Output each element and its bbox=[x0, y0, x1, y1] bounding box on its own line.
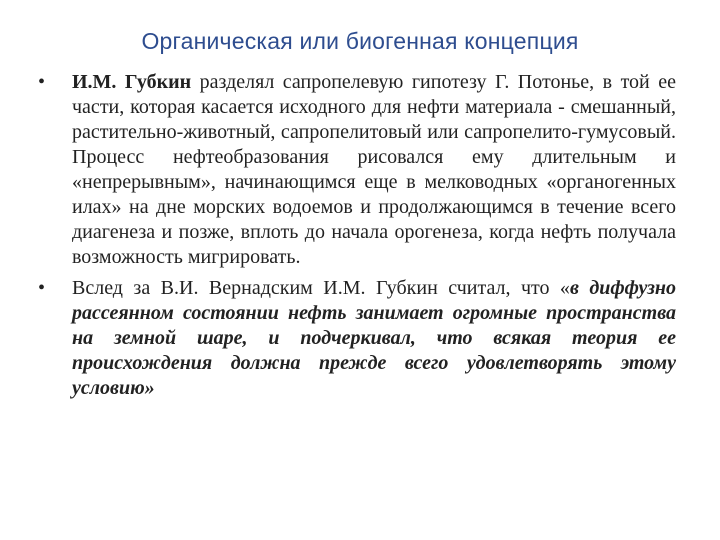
bullet-item-gubkin-hypothesis bbox=[38, 70, 676, 270]
bullet-text: разделял сапропелевую гипотезу Г. Потонье, в той ее части, которая касается исходного для нефти материала - смешанный, растительно-животный, сапропелитовый или сапропелито-гумусовый. Процесс нефтеобразования рисовался ему длительным и «непрерывным», начинающимся еще в мелководных «органогенных илах» на дне морских водоемов и продолжающимся в течение всего диагенеза и позже, вплоть до начала орогенеза, когда нефть получала возможность мигрировать. bbox=[72, 71, 676, 268]
slide-body bbox=[38, 70, 676, 407]
bullet-item-vernadsky-quote bbox=[38, 276, 676, 401]
bullet-text: Вслед за В.И. Вернадским И.М. Губкин считал, что « bbox=[72, 277, 570, 299]
bullet-marker: • bbox=[38, 71, 46, 93]
slide-title: Органическая или биогенная концепция bbox=[141, 28, 579, 54]
quote-text: в диффузно рассеянном состоянии нефть занимает огромные пространства на земной шаре, и подчеркивал, что всякая теория ее происхождения должна прежде всего удовлетворять этому условию» bbox=[72, 277, 677, 399]
author-name: И.М. Губкин bbox=[72, 71, 192, 93]
bullet-marker: • bbox=[38, 277, 46, 299]
